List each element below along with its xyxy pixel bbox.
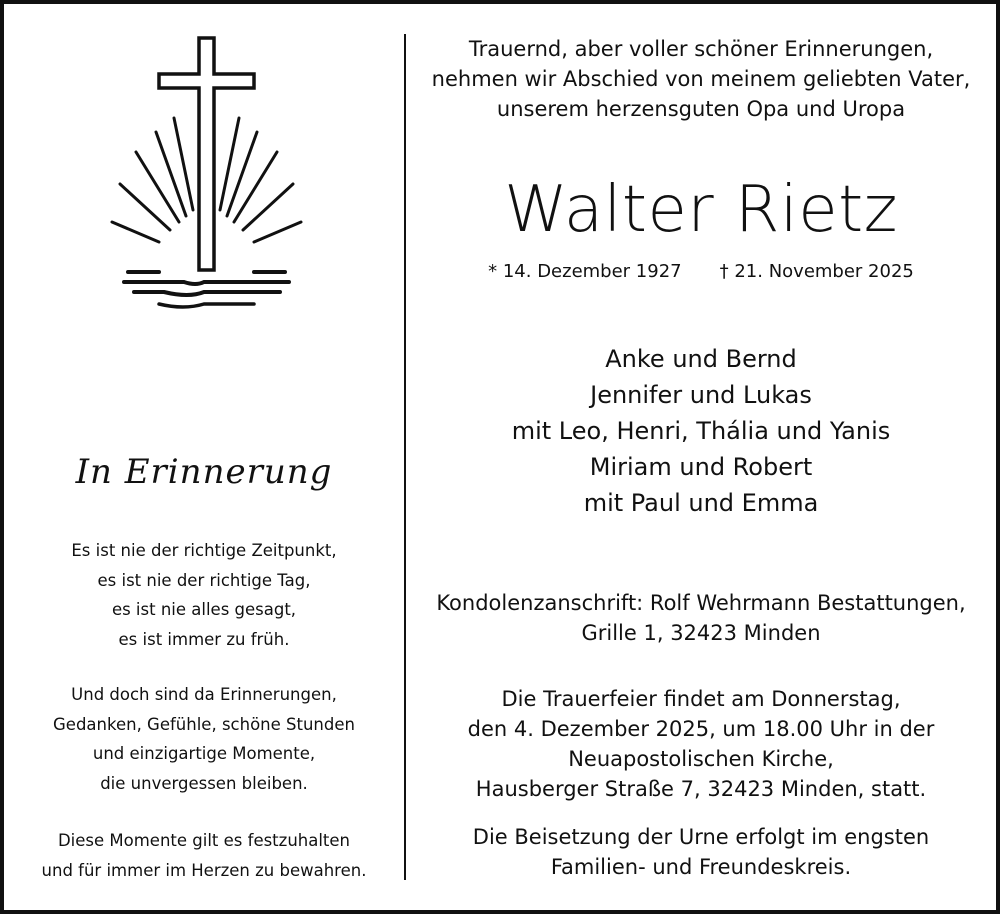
family-list (406, 341, 996, 521)
right-panel (406, 4, 996, 910)
family-line: Jennifer und Lukas (590, 381, 812, 409)
poem-line: es ist immer zu früh. (118, 629, 290, 649)
service-line: Die Trauerfeier findet am Donnerstag, (501, 687, 901, 711)
intro-line: Trauernd, aber voller schöner Erinnerungen, (468, 37, 934, 61)
condolence-address (406, 588, 996, 648)
family-line: Miriam und Robert (589, 453, 813, 481)
service-line: den 4. Dezember 2025, um 18.00 Uhr in der (467, 717, 935, 741)
intro-text (406, 34, 996, 124)
birth-date: * 14. Dezember 1927 (488, 261, 682, 282)
service-info (406, 684, 996, 804)
service-line: Neuapostolischen Kirche, (568, 747, 834, 771)
intro-line: nehmen wir Abschied von meinem geliebten Vater, (431, 67, 971, 91)
poem-stanza-1 (4, 536, 404, 654)
service-line: Hausberger Straße 7, 32423 Minden, statt. (475, 777, 927, 801)
burial-line: Familien- und Freundeskreis. (550, 855, 852, 879)
burial-line: Die Beisetzung der Urne erfolgt im engsten (472, 825, 930, 849)
poem-line: Es ist nie der richtige Zeitpunkt, (71, 541, 337, 560)
left-panel (4, 4, 404, 910)
poem-line: und einzigartige Momente, (92, 744, 316, 763)
poem-line: und für immer im Herzen zu bewahren. (41, 860, 367, 880)
poem-line: es ist nie der richtige Tag, (97, 570, 311, 590)
poem-stanza-3 (4, 826, 404, 885)
death-date: † 21. November 2025 (719, 261, 914, 282)
condolence-line: Grille 1, 32423 Minden (581, 621, 821, 645)
family-line: mit Leo, Henri, Thália und Yanis (511, 417, 891, 445)
poem-line: Gedanken, Gefühle, schöne Stunden (53, 714, 355, 734)
life-dates (406, 259, 996, 285)
cross-sunrise-icon (104, 34, 304, 324)
family-line: mit Paul und Emma (583, 489, 819, 517)
poem-line: Diese Momente gilt es festzuhalten (57, 831, 351, 850)
intro-line: unserem herzensguten Opa und Uropa (496, 97, 906, 121)
poem-line: Und doch sind da Erinnerungen, (71, 685, 337, 704)
family-line: Anke und Bernd (605, 345, 797, 373)
poem-line: die unvergessen bleiben. (100, 773, 308, 793)
poem-line: es ist nie alles gesagt, (111, 600, 297, 619)
burial-info (406, 822, 996, 882)
deceased-name: Walter Rietz (504, 173, 898, 247)
poem-stanza-2 (4, 680, 404, 798)
condolence-line: Kondolenzanschrift: Rolf Wehrmann Bestattungen, (436, 591, 966, 615)
memorial-heading: In Erinnerung (75, 452, 333, 492)
